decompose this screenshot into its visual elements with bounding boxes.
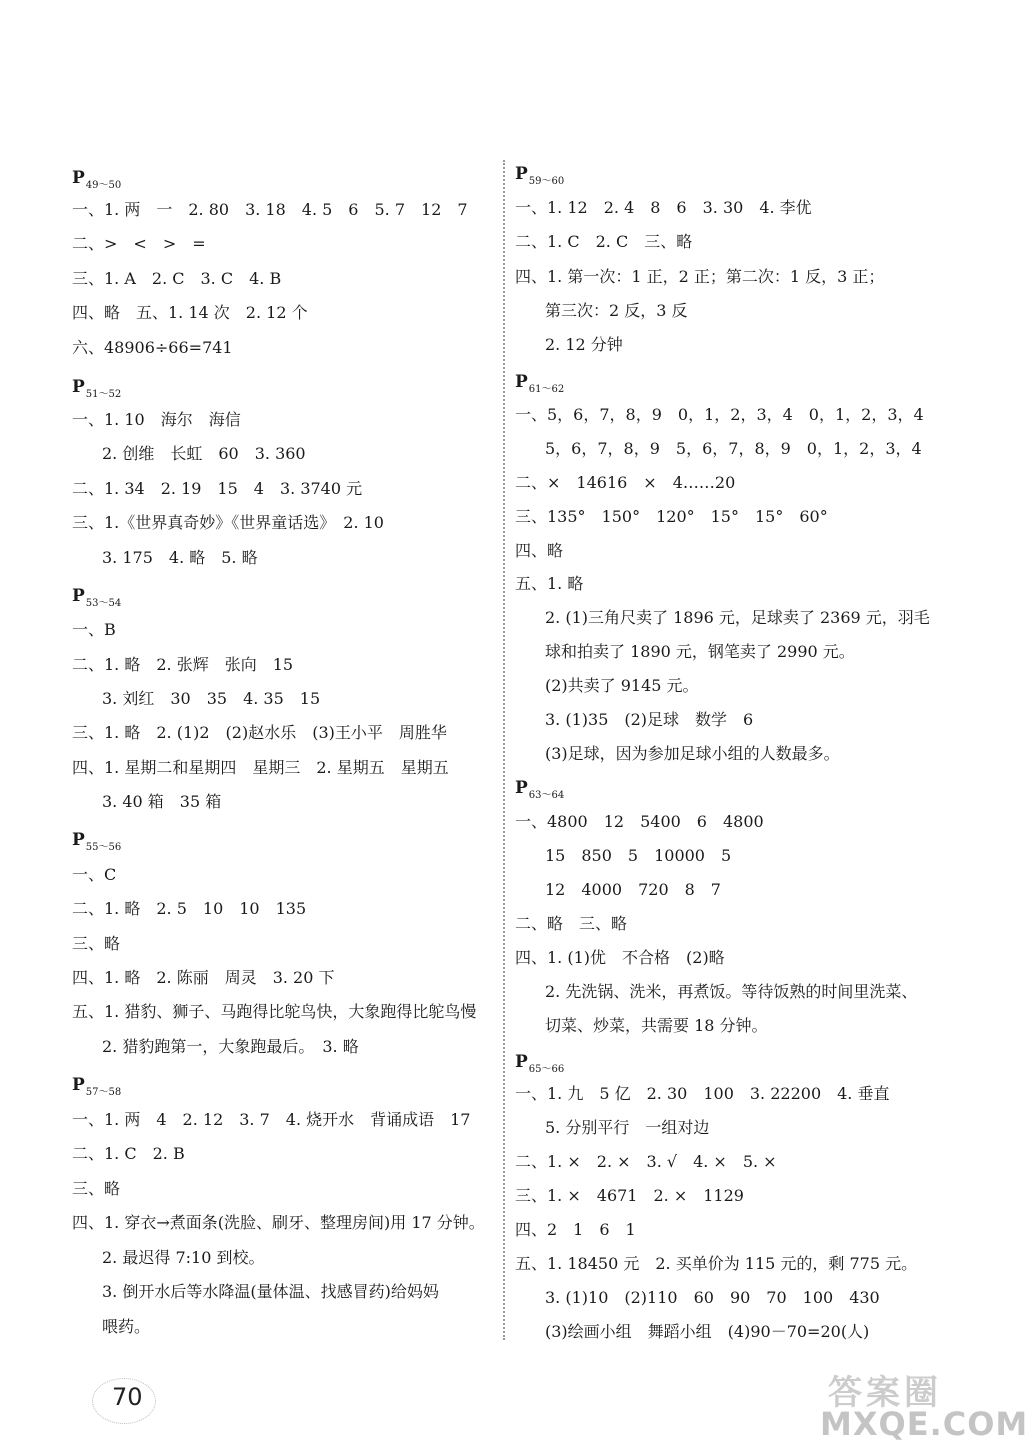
section-heading: $P_{63\sim 64}$ bbox=[515, 778, 565, 801]
answer-line: 四、1. 穿衣→煮面条(洗脸、刷牙、整理房间)用 17 分钟。 bbox=[72, 1213, 485, 1232]
answer-line: 五、1. 猎豹、狮子、马跑得比鸵鸟快，大象跑得比鸵鸟慢 bbox=[72, 1002, 477, 1021]
section-heading: $P_{49\sim 50}$ bbox=[72, 168, 122, 191]
section-heading: $P_{57\sim 58}$ bbox=[72, 1075, 122, 1098]
answer-line: 四、1. 第一次：1 正，2 正；第二次：1 反，3 正； bbox=[515, 267, 885, 286]
answer-line: 2. 最迟得 7:10 到校。 bbox=[102, 1248, 265, 1267]
answer-line: 一、1. 两 一 2. 80 3. 18 4. 5 6 5. 7 12 7 bbox=[72, 200, 468, 219]
answer-line: 3. (1)10 (2)110 60 90 70 100 430 bbox=[545, 1288, 880, 1307]
answer-line: (3)足球，因为参加足球小组的人数最多。 bbox=[545, 744, 840, 763]
answer-line: 四、略 五、1. 14 次 2. 12 个 bbox=[72, 303, 308, 322]
answer-line: 一、1. 九 5 亿 2. 30 100 3. 22200 4. 垂直 bbox=[515, 1084, 890, 1103]
section-heading: $P_{59\sim 60}$ bbox=[515, 164, 565, 187]
answer-line: (2)共卖了 9145 元。 bbox=[545, 676, 699, 695]
answer-line: 三、135° 150° 120° 15° 15° 60° bbox=[515, 507, 828, 526]
section-heading: $P_{61\sim 62}$ bbox=[515, 372, 565, 395]
answer-line: 四、略 bbox=[515, 541, 564, 560]
answer-line: 5. 分别平行 一组对边 bbox=[545, 1118, 710, 1137]
answer-line: 3. 倒开水后等水降温(量体温、找感冒药)给妈妈 bbox=[102, 1282, 439, 1301]
answer-line: 3. 刘红 30 35 4. 35 15 bbox=[102, 689, 321, 708]
answer-line: 三、1. 略 2. (1)2 (2)赵水乐 (3)王小平 周胜华 bbox=[72, 723, 447, 742]
answer-line: 二、1. C 2. C 三、略 bbox=[515, 232, 693, 251]
answer-line: (3)绘画小组 舞蹈小组 (4)90－70=20(人) bbox=[545, 1322, 870, 1341]
answer-line: 三、略 bbox=[72, 934, 121, 953]
answer-line: 2. 12 分钟 bbox=[545, 335, 623, 354]
answer-line: 第三次：2 反，3 反 bbox=[545, 301, 688, 320]
answer-line: 一、5，6，7，8，9 0，1，2，3，4 0，1，2，3，4 bbox=[515, 405, 924, 424]
answer-line: 一、C bbox=[72, 865, 117, 884]
answer-line: 2. 创维 长虹 60 3. 360 bbox=[102, 444, 306, 463]
answer-line: 二、1. 略 2. 张辉 张向 15 bbox=[72, 655, 294, 674]
answer-line: 三、1. A 2. C 3. C 4. B bbox=[72, 269, 282, 288]
answer-line: 球和拍卖了 1890 元，钢笔卖了 2990 元。 bbox=[545, 642, 855, 661]
answer-line: 3. 40 箱 35 箱 bbox=[102, 792, 222, 811]
answer-line: 一、1. 两 4 2. 12 3. 7 4. 烧开水 背诵成语 17 bbox=[72, 1110, 471, 1129]
answer-line: 二、× 14616 × 4……20 bbox=[515, 473, 736, 492]
watermark-logo: 答案圈 MXQE.COM bbox=[820, 1373, 1028, 1443]
answer-line: 2. 猎豹跑第一，大象跑最后。 3. 略 bbox=[102, 1037, 359, 1056]
answer-line: 一、1. 12 2. 4 8 6 3. 30 4. 李优 bbox=[515, 198, 812, 217]
section-heading: $P_{55\sim 56}$ bbox=[72, 830, 122, 853]
section-heading: $P_{65\sim 66}$ bbox=[515, 1052, 565, 1075]
answer-line: 3. (1)35 (2)足球 数学 6 bbox=[545, 710, 754, 729]
answer-line: 3. 175 4. 略 5. 略 bbox=[102, 548, 258, 567]
answer-line: 5，6，7，8，9 5，6，7，8，9 0，1，2，3，4 bbox=[545, 439, 922, 458]
page-number: 70 bbox=[112, 1383, 143, 1411]
answer-line: 2. (1)三角尺卖了 1896 元，足球卖了 2369 元，羽毛 bbox=[545, 608, 930, 627]
section-heading: $P_{51\sim 52}$ bbox=[72, 377, 122, 400]
answer-line: 一、4800 12 5400 6 4800 bbox=[515, 812, 764, 831]
answer-line: 喂药。 bbox=[102, 1317, 151, 1336]
answer-line: 二、1. 34 2. 19 15 4 3. 3740 元 bbox=[72, 479, 363, 498]
answer-line: 六、48906÷66=741 bbox=[72, 338, 233, 357]
column-divider bbox=[503, 160, 505, 1340]
answer-line: 二、1. 略 2. 5 10 10 135 bbox=[72, 899, 307, 918]
answer-line: 四、1. 略 2. 陈丽 周灵 3. 20 下 bbox=[72, 968, 335, 987]
answer-line: 三、略 bbox=[72, 1179, 121, 1198]
answer-line: 二、1. × 2. × 3. √ 4. × 5. × bbox=[515, 1152, 777, 1171]
answer-line: 12 4000 720 8 7 bbox=[545, 880, 721, 899]
answer-line: 15 850 5 10000 5 bbox=[545, 846, 732, 865]
answer-line: 2. 先洗锅、洗米，再煮饭。等待饭熟的时间里洗菜、 bbox=[545, 982, 918, 1001]
section-heading: $P_{53\sim 54}$ bbox=[72, 586, 122, 609]
answer-line: 四、1. (1)优 不合格 (2)略 bbox=[515, 948, 725, 967]
answer-line: 切菜、炒菜，共需要 18 分钟。 bbox=[545, 1016, 768, 1035]
answer-line: 二、1. C 2. B bbox=[72, 1144, 185, 1163]
answer-line: 五、1. 略 bbox=[515, 574, 584, 593]
answer-line: 五、1. 18450 元 2. 买单价为 115 元的，剩 775 元。 bbox=[515, 1254, 918, 1273]
answer-line: 一、1. 10 海尔 海信 bbox=[72, 410, 241, 429]
answer-line: 一、B bbox=[72, 620, 116, 639]
answer-line: 二、> < > = bbox=[72, 234, 206, 253]
answer-line: 四、2 1 6 1 bbox=[515, 1220, 636, 1239]
answer-line: 四、1. 星期二和星期四 星期三 2. 星期五 星期五 bbox=[72, 758, 449, 777]
answer-line: 二、略 三、略 bbox=[515, 914, 628, 933]
answer-line: 三、1. × 4671 2. × 1129 bbox=[515, 1186, 744, 1205]
answer-line: 三、1.《世界真奇妙》《世界童话选》 2. 10 bbox=[72, 513, 384, 532]
